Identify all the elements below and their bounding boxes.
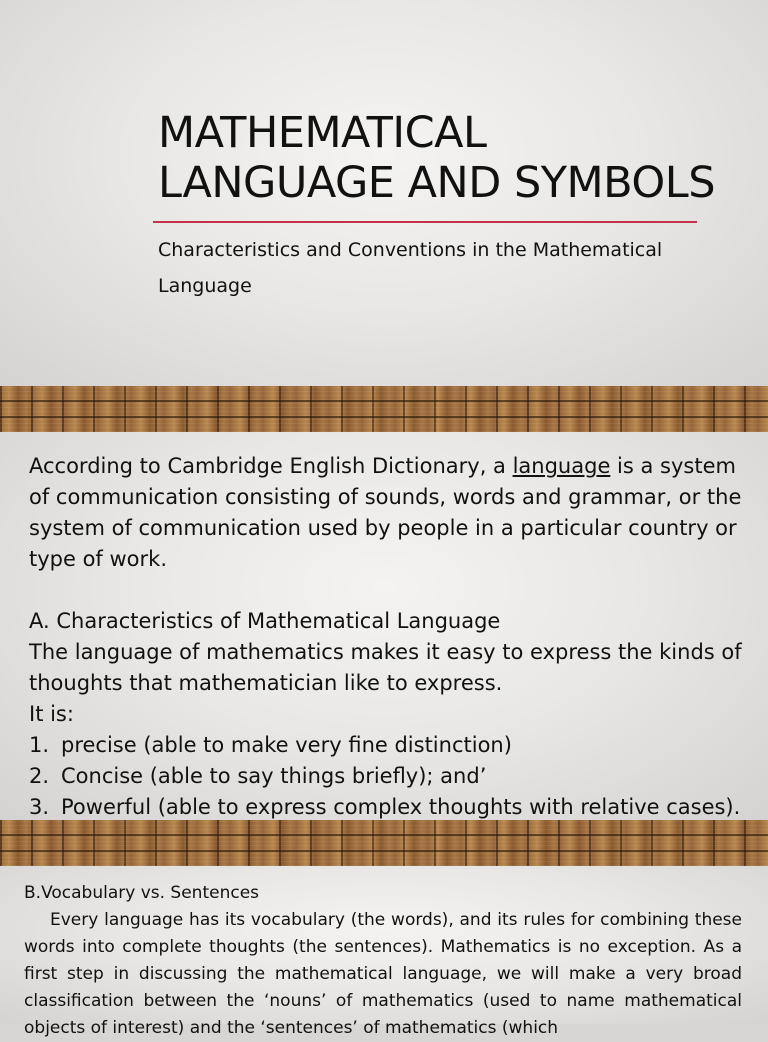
title-divider xyxy=(153,221,697,223)
section-b-body: Every language has its vocabulary (the words), and its rules for combining these words into complete thoughts (the sentences). Mathematics is no exception. As a first step in discussing the mathematical language, we will make a very broad classification between the ‘nouns’ of mathematics (used to name mathematical objects of interest) and the ‘sentences’ of mathematics (which xyxy=(24,910,742,1038)
slide-subtitle: Characteristics and Conventions in the Mathematical Language xyxy=(158,239,663,297)
intro-text-start: According to Cambridge English Dictionary, a xyxy=(29,454,513,478)
title-line-1: MATHEMATICAL xyxy=(158,108,487,158)
list-item-text: Concise (able to say things briefly); and’ xyxy=(61,764,487,788)
list-item-number: 1. xyxy=(29,733,50,757)
list-item-number: 2. xyxy=(29,764,50,788)
list-item xyxy=(29,761,754,792)
list-item-text: Powerful (able to express complex thoughts with relative cases). xyxy=(61,795,741,819)
section-b-heading: B.Vocabulary vs. Sentences xyxy=(24,883,260,903)
intro-text-end: is a system of communication consisting of sounds, words and grammar, or the system of communication used by people in a particular country or type of work. xyxy=(29,454,742,571)
slide-title xyxy=(158,108,738,208)
title-line-2: LANGUAGE AND SYMBOLS xyxy=(158,158,715,208)
language-term: language xyxy=(512,454,611,478)
section-a-heading: A. Characteristics of Mathematical Language xyxy=(29,609,501,633)
list-item xyxy=(29,730,754,761)
list-item xyxy=(29,792,754,823)
list-item-number: 3. xyxy=(29,795,50,819)
it-is-label: It is: xyxy=(29,702,74,726)
section-a-text: The language of mathematics makes it easy to express the kinds of thoughts that mathematician like to express. xyxy=(29,640,742,695)
slide-2-text xyxy=(29,451,754,823)
list-item-text: precise (able to make very fine distinction) xyxy=(61,733,512,757)
wood-floor-divider xyxy=(0,820,768,866)
wood-floor-divider xyxy=(0,386,768,432)
title-slide xyxy=(0,0,768,386)
intro-paragraph xyxy=(29,451,754,575)
